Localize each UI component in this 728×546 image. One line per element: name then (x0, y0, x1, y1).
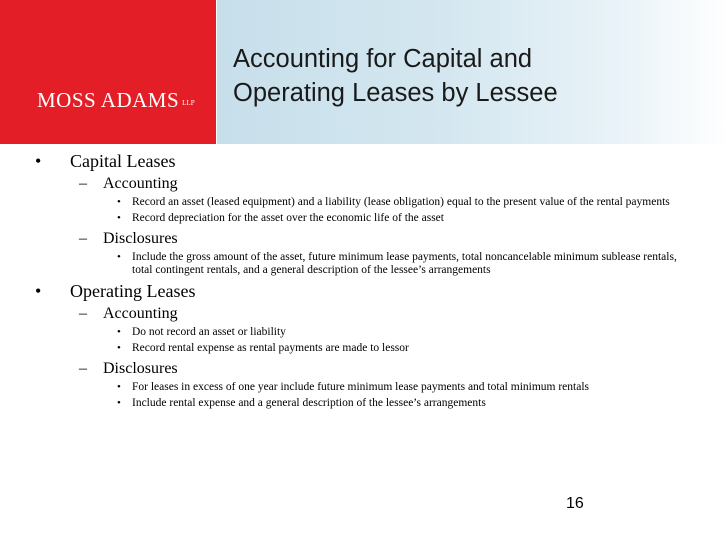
detail-item (0, 196, 728, 209)
header-divider (216, 0, 217, 144)
detail-list (0, 381, 728, 410)
sub-bullet-text: Accounting (103, 175, 178, 192)
detail-text: Include the gross amount of the asset, future minimum lease payments, total noncancelable minimum sublease rentals, total contingent rentals, and a general description of the lessee’s arrangements (132, 251, 677, 276)
title-line-1: Accounting for Capital and (233, 45, 533, 73)
detail-item (0, 342, 728, 355)
bullet-marker: • (35, 151, 42, 171)
detail-list (0, 196, 728, 225)
page-number: 16 (566, 495, 584, 512)
logo-suffix: LLP (182, 99, 195, 107)
logo-wordmark: MOSS ADAMS (37, 88, 180, 112)
dash-marker: – (79, 230, 87, 247)
dash-marker: – (79, 305, 87, 322)
detail-text: Do not record an asset or liability (132, 326, 286, 338)
sub-bullet-disclosures (0, 228, 728, 249)
bullet-marker: • (117, 342, 121, 354)
detail-item (0, 397, 728, 410)
bullet-marker: • (117, 212, 121, 224)
bullet-operating-leases (0, 280, 728, 303)
bullet-marker: • (35, 281, 42, 301)
detail-item (0, 326, 728, 339)
title-line-2: Operating Leases by Lessee (233, 79, 558, 107)
detail-item (0, 212, 728, 225)
detail-text: Record rental expense as rental payments are made to lessor (132, 342, 409, 354)
bullet-marker: • (117, 251, 121, 263)
bullet-text: Operating Leases (70, 281, 196, 301)
sub-bullet-disclosures (0, 358, 728, 379)
company-logo (37, 88, 195, 113)
bullet-marker: • (117, 196, 121, 208)
slide-content (0, 150, 728, 413)
bullet-marker: • (117, 381, 121, 393)
detail-list (0, 251, 728, 277)
logo-panel (0, 0, 216, 144)
bullet-text: Capital Leases (70, 151, 176, 171)
detail-text: Record depreciation for the asset over the economic life of the asset (132, 212, 444, 224)
sub-bullet-text: Disclosures (103, 360, 178, 377)
dash-marker: – (79, 175, 87, 192)
detail-text: Record an asset (leased equipment) and a liability (lease obligation) equal to the present value of the rental payments (132, 196, 670, 208)
sub-bullet-accounting (0, 173, 728, 194)
sub-bullet-text: Accounting (103, 305, 178, 322)
detail-list (0, 326, 728, 355)
slide-title (233, 42, 558, 110)
bullet-capital-leases (0, 150, 728, 173)
detail-text: Include rental expense and a general description of the lessee’s arrangements (132, 397, 486, 409)
sub-bullet-accounting (0, 303, 728, 324)
sub-bullet-text: Disclosures (103, 230, 178, 247)
detail-item (0, 381, 728, 394)
bullet-marker: • (117, 326, 121, 338)
bullet-marker: • (117, 397, 121, 409)
dash-marker: – (79, 360, 87, 377)
detail-text: For leases in excess of one year include future minimum lease payments and total minimum rentals (132, 381, 590, 393)
detail-item (0, 251, 728, 277)
